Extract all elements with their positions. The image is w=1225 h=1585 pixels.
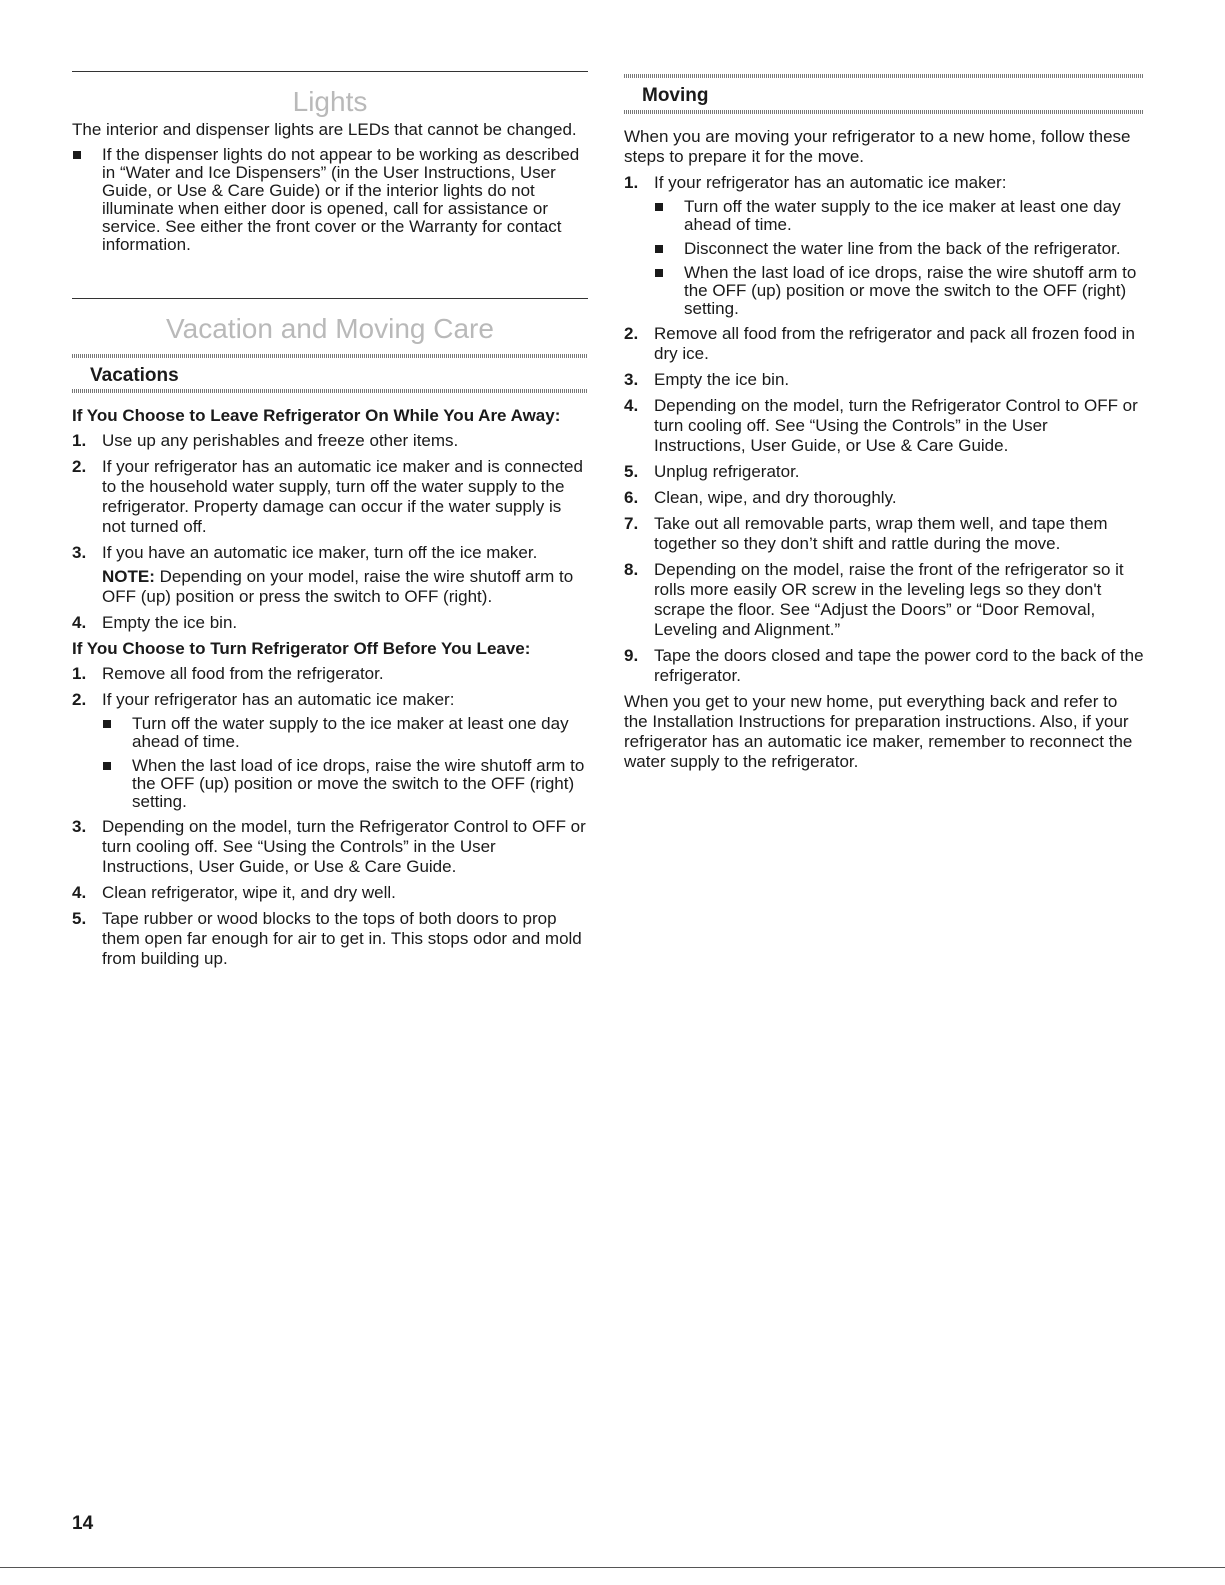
bullet-text: When the last load of ice drops, raise the wire shutoff arm to the OFF (up) position or move the switch to the OFF (right) setting.: [132, 756, 585, 811]
step-text: Depending on the model, turn the Refrigerator Control to OFF or turn cooling off. See “Using the Controls” in the User Instructions, User Guide, or Use & Care Guide.: [102, 817, 586, 876]
step-text: Tape the doors closed and tape the power cord to the back of the refrigerator.: [654, 646, 1144, 685]
lights-intro: The interior and dispenser lights are LEDs that cannot be changed.: [72, 120, 577, 139]
list-item: [72, 457, 588, 537]
step-number: 9.: [624, 646, 639, 665]
step-text: Remove all food from the refrigerator.: [102, 664, 384, 683]
page-number: 14: [72, 1513, 94, 1534]
step-text: If your refrigerator has an automatic ice maker and is connected to the household water supply, turn off the water supply to the refrigerator. Property damage can occur if the water supply is not turned off.: [102, 457, 583, 536]
step-text: If your refrigerator has an automatic ice maker:: [102, 690, 455, 709]
vacations-heading: Vacations: [90, 365, 179, 386]
list-item: [624, 324, 1144, 364]
step-text: Unplug refrigerator.: [654, 462, 800, 481]
step-text: Take out all removable parts, wrap them well, and tape them together so they don’t shift and rattle during the move.: [654, 514, 1108, 553]
list-item: [654, 240, 1144, 258]
step-number: 4.: [624, 396, 639, 415]
step-text: If you have an automatic ice maker, turn off the ice maker.: [102, 543, 538, 562]
vacation-top-rule: [72, 298, 588, 299]
moving-steps: [624, 173, 1144, 686]
square-bullet-icon: [655, 245, 663, 253]
step-number: 6.: [624, 488, 639, 507]
list-item: [654, 264, 1144, 318]
step-number: 3.: [72, 543, 87, 562]
turn-off-heading: If You Choose to Turn Refrigerator Off Before You Leave:: [72, 639, 531, 658]
list-item: [624, 514, 1144, 554]
turn-off-steps: [72, 664, 588, 969]
vacations-body: [72, 406, 588, 975]
list-item: [72, 543, 588, 607]
leave-on-steps: [72, 431, 588, 633]
list-item: [624, 370, 1144, 390]
step-number: 1.: [72, 431, 87, 450]
note-text: Depending on your model, raise the wire shutoff arm to OFF (up) position or press the switch to OFF (right).: [102, 567, 574, 606]
step-number: 1.: [624, 173, 639, 192]
sub-bullets: [654, 198, 1144, 318]
bullet-text: Turn off the water supply to the ice maker at least one day ahead of time.: [684, 197, 1121, 234]
lights-top-rule: [72, 71, 588, 72]
list-item: [624, 646, 1144, 686]
step-number: 4.: [72, 613, 87, 632]
list-item: [72, 883, 588, 903]
square-bullet-icon: [103, 762, 111, 770]
list-item: [72, 146, 588, 254]
lights-title: Lights: [292, 86, 368, 117]
sub-bullets: [102, 715, 588, 811]
list-item: [102, 757, 588, 811]
bullet-text: Disconnect the water line from the back of the refrigerator.: [684, 239, 1121, 258]
moving-heading: Moving: [642, 85, 709, 106]
step-number: 3.: [624, 370, 639, 389]
left-column: [72, 0, 588, 1000]
step-number: 2.: [72, 690, 87, 709]
square-bullet-icon: [73, 151, 81, 159]
list-item: [624, 396, 1144, 456]
step-text: Clean refrigerator, wipe it, and dry well.: [102, 883, 396, 902]
step-text: Clean, wipe, and dry thoroughly.: [654, 488, 897, 507]
bullet-text: When the last load of ice drops, raise the wire shutoff arm to the OFF (up) position or move the switch to the OFF (right) setting.: [684, 263, 1137, 318]
step-text: If your refrigerator has an automatic ice maker:: [654, 173, 1007, 192]
leave-on-heading: If You Choose to Leave Refrigerator On While You Are Away:: [72, 406, 561, 425]
list-item: [624, 173, 1144, 318]
list-item: [72, 431, 588, 451]
step-text: Depending on the model, raise the front of the refrigerator so it rolls more easily OR screw in the leveling legs so they don't scrape the floor. See “Adjust the Doors” or “Door Removal, Leveling and Alignment.”: [654, 560, 1124, 639]
moving-body: [624, 127, 1144, 778]
lights-body: [72, 120, 588, 260]
moving-outro: When you get to your new home, put everything back and refer to the Installation Instructions for preparation instructions. Also, if your refrigerator has an automatic ice maker, remember to reconnect the water supply to the refrigerator.: [624, 692, 1133, 771]
step-text: Tape rubber or wood blocks to the tops of both doors to prop them open far enough for air to get in. This stops odor and mold from building up.: [102, 909, 582, 968]
note: [102, 567, 588, 607]
step-number: 3.: [72, 817, 87, 836]
step-text: Empty the ice bin.: [102, 613, 238, 632]
list-item: [102, 715, 588, 751]
list-item: [72, 909, 588, 969]
step-number: 5.: [624, 462, 639, 481]
list-item: [72, 613, 588, 633]
moving-hatch-top: [624, 74, 1144, 78]
square-bullet-icon: [103, 720, 111, 728]
list-item: [72, 690, 588, 811]
bullet-text: Turn off the water supply to the ice maker at least one day ahead of time.: [132, 714, 569, 751]
lights-bullets: [72, 146, 588, 254]
step-number: 8.: [624, 560, 639, 579]
moving-hatch-bottom: [624, 110, 1144, 114]
list-item: [72, 664, 588, 684]
step-text: Remove all food from the refrigerator and pack all frozen food in dry ice.: [654, 324, 1135, 363]
bottom-rule: [0, 1567, 1225, 1568]
step-number: 7.: [624, 514, 639, 533]
step-number: 4.: [72, 883, 87, 902]
list-item: [624, 488, 1144, 508]
step-number: 1.: [72, 664, 87, 683]
vacations-hatch-top: [72, 354, 588, 358]
vacation-care-title: Vacation and Moving Care: [166, 313, 494, 344]
step-text: Use up any perishables and freeze other items.: [102, 431, 459, 450]
step-number: 2.: [624, 324, 639, 343]
vacations-hatch-bottom: [72, 389, 588, 393]
square-bullet-icon: [655, 269, 663, 277]
list-item: [624, 462, 1144, 482]
step-number: 5.: [72, 909, 87, 928]
step-text: Empty the ice bin.: [654, 370, 790, 389]
square-bullet-icon: [655, 203, 663, 211]
list-item: [654, 198, 1144, 234]
moving-intro: When you are moving your refrigerator to a new home, follow these steps to prepare it for the move.: [624, 127, 1131, 166]
lights-bullet-text: If the dispenser lights do not appear to be working as described in “Water and Ice Dispensers” (in the User Instructions, User Guide, or Use & Care Guide) or if the interior lights do not illuminate when either door is opened, call for assistance or service. See either the front cover or the Warranty for contact information.: [102, 145, 580, 254]
note-label: NOTE:: [102, 567, 155, 586]
step-text: Depending on the model, turn the Refrigerator Control to OFF or turn cooling off. See “Using the Controls” in the User Instructions, User Guide, or Use & Care Guide.: [654, 396, 1138, 455]
list-item: [624, 560, 1144, 640]
right-column: [624, 0, 1144, 820]
step-number: 2.: [72, 457, 87, 476]
list-item: [72, 817, 588, 877]
